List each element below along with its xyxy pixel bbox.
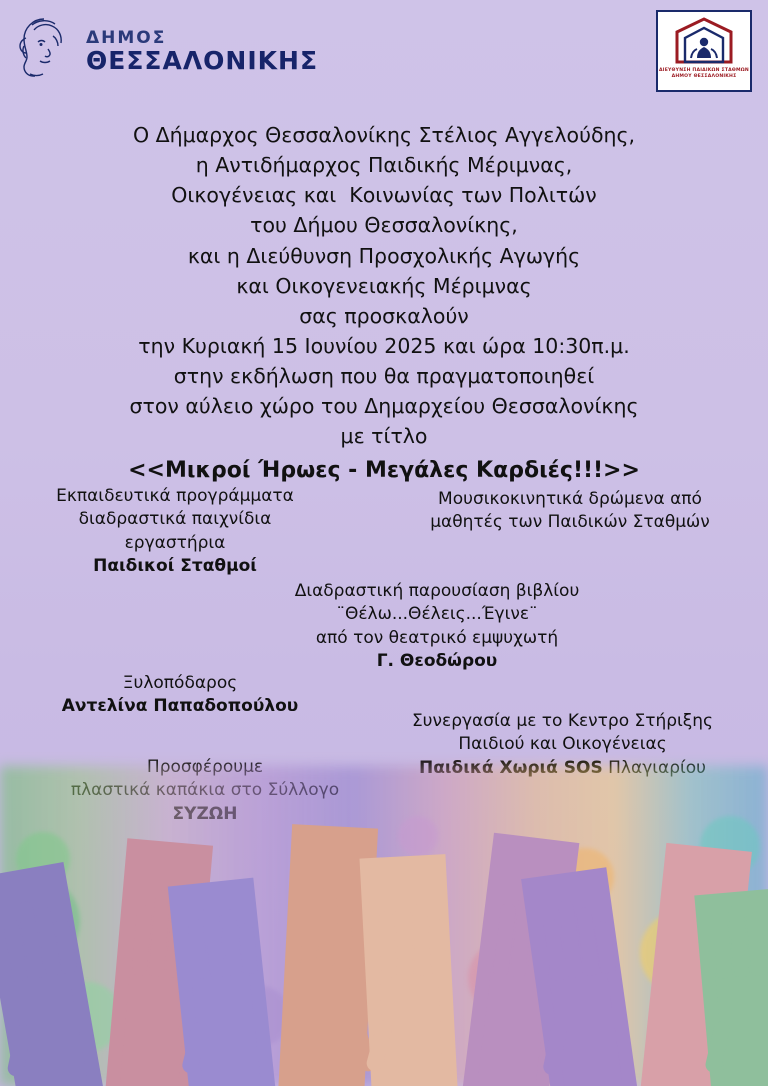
bokeh-circle bbox=[398, 816, 438, 856]
municipality-logo-line1: ΔΗΜΟΣ bbox=[86, 27, 167, 48]
program-education-line1: Εκπαιδευτικά προγράμματα bbox=[56, 486, 294, 506]
program-sos-line2: Παιδιού και Οικογένειας bbox=[458, 734, 667, 755]
program-education-line2: διαδραστικά παιχνίδια bbox=[78, 509, 272, 530]
program-book-highlight: Γ. Θεοδώρου bbox=[376, 651, 498, 672]
program-sos-line1: Συνεργασία με το Κεντρο Στήριξης bbox=[411, 711, 714, 731]
invitation-line-2: η Αντιδήμαρχος Παιδικής Μέριμνας, bbox=[195, 153, 573, 178]
program-education bbox=[10, 485, 340, 579]
invitation-line-3: Οικογένειας και Κοινωνίας των Πολιτών bbox=[171, 183, 597, 208]
invitation-line-11: με τίτλο bbox=[340, 424, 428, 449]
raised-hands-artwork bbox=[0, 626, 768, 1086]
program-book-line2: ¨Θέλω...Θέλεις...Έγινε¨ bbox=[336, 604, 538, 625]
invitation-line-9: στην εκδήλωση που θα πραγματοποιηθεί bbox=[173, 364, 595, 388]
program-book-line1: Διαδραστική παρουσίαση βιβλίου bbox=[294, 581, 580, 601]
nursery-department-logo bbox=[656, 10, 752, 92]
municipality-logo bbox=[14, 16, 318, 88]
event-title: <<Μικροί Ήρωες - Μεγάλες Καρδιές!!!>> bbox=[128, 458, 640, 484]
childrens-nursery-emblem-icon bbox=[671, 16, 737, 66]
program-education-highlight: Παιδικοί Σταθμοί bbox=[93, 556, 257, 577]
invitation-line-4: του Δήμου Θεσσαλονίκης, bbox=[250, 213, 518, 238]
invitation-line-5: και η Διεύθυνση Προσχολικής Αγωγής bbox=[187, 243, 581, 268]
invitation-text bbox=[0, 120, 768, 488]
raised-hand bbox=[359, 854, 457, 1086]
greek-head-profile-icon bbox=[14, 16, 76, 88]
program-stilt-highlight: Αντελίνα Παπαδοπούλου bbox=[61, 696, 299, 717]
invitation-line-6: και Οικογενειακής Μέριμνας bbox=[236, 273, 532, 298]
municipality-logo-line2: ΘΕΣΣΑΛΟΝΙΚΗΣ bbox=[86, 45, 319, 75]
program-music-line1: Μουσικοκινητικά δρώμενα από bbox=[438, 489, 702, 509]
program-stilt-line1: Ξυλοπόδαρος bbox=[122, 673, 238, 693]
program-book-line3: από τον θεατρικό εμψυχωτή bbox=[315, 627, 559, 648]
program-music-line2: μαθητές των Παιδικών Σταθμών bbox=[430, 512, 710, 533]
nursery-logo-caption: ΔΙΕΥΘΥΝΣΗ ΠΑΙΔΙΚΩΝ ΣΤΑΘΜΩΝ ΔΗΜΟΥ ΘΕΣΣΑΛΟΝΙΚΗΣ bbox=[659, 68, 749, 80]
poster-header bbox=[0, 0, 768, 110]
invitation-line-8: την Κυριακή 15 Ιουνίου 2025 και ώρα 10:30π.μ. bbox=[138, 333, 630, 358]
invitation-line-1: Ο Δήμαρχος Θεσσαλονίκης Στέλιος Αγγελούδης, bbox=[132, 123, 636, 147]
program-music bbox=[400, 488, 740, 535]
invitation-line-7: σας προσκαλούν bbox=[299, 303, 469, 328]
invitation-line-10: στον αύλειο χώρο του Δημαρχείου Θεσσαλονίκης bbox=[129, 394, 639, 419]
program-education-line3: εργαστήρια bbox=[124, 532, 226, 553]
